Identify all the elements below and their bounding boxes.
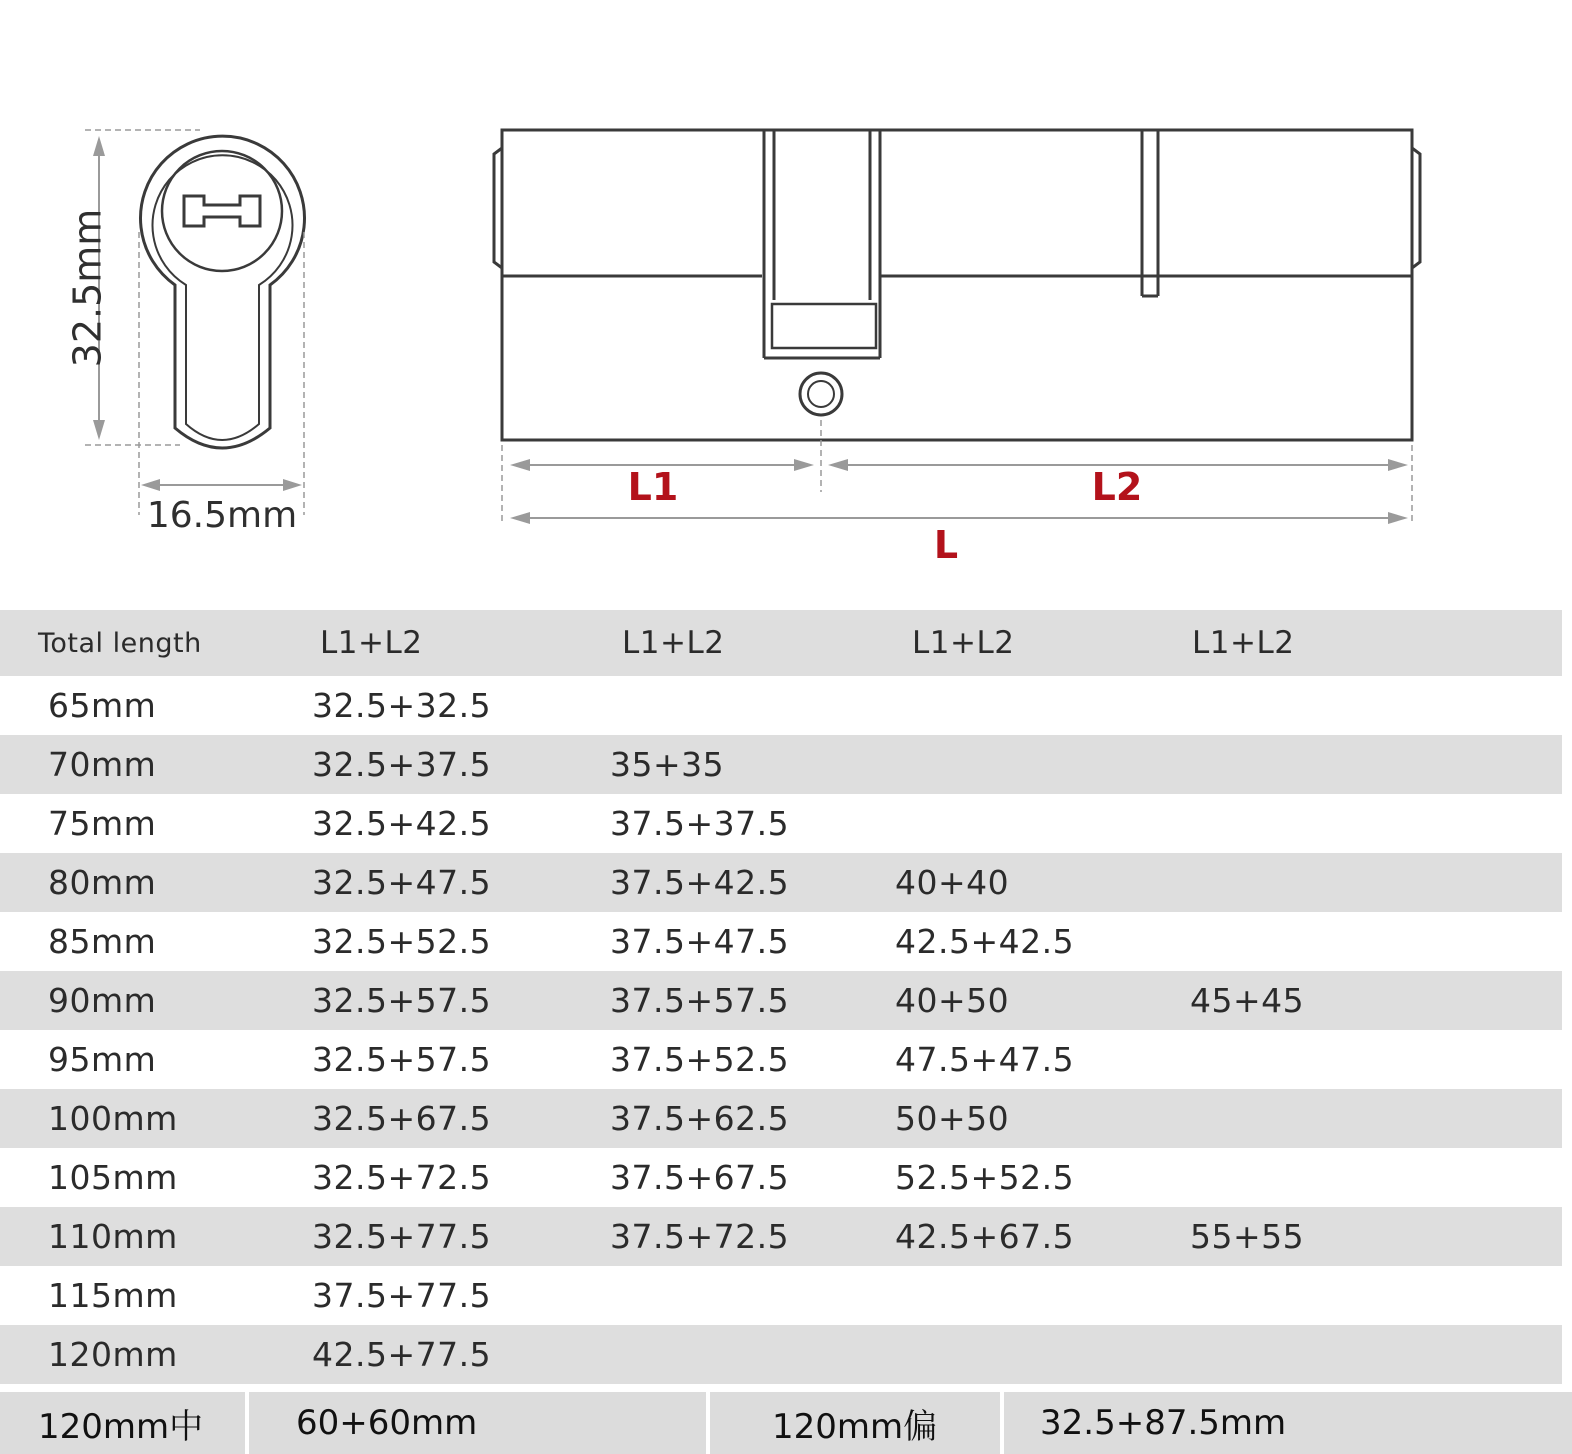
- l1-l2-cell: 35+35: [610, 745, 725, 784]
- table-row: [0, 1148, 1562, 1207]
- cell-divider: [245, 1392, 249, 1454]
- cell-divider: [1000, 1392, 1004, 1454]
- l1-l2-cell: 37.5+47.5: [610, 922, 790, 961]
- profile-outline: [141, 136, 305, 448]
- table-row: [0, 676, 1562, 735]
- header-total-length: Total length: [38, 627, 202, 659]
- total-length-cell: 70mm: [48, 745, 157, 784]
- keyway-icon: [184, 196, 260, 226]
- total-length-cell: 100mm: [48, 1099, 178, 1138]
- l2-label: L2: [1091, 465, 1143, 509]
- total-length-cell: 115mm: [48, 1276, 178, 1315]
- total-length-cell: 90mm: [48, 981, 157, 1020]
- height-dimension-label: 32.5mm: [65, 208, 110, 368]
- l1-l2-cell: 37.5+52.5: [610, 1040, 790, 1079]
- l1-l2-cell: 40+50: [895, 981, 1010, 1020]
- bottom-cell-centered-length: 120mm中: [38, 1406, 204, 1447]
- l1-l2-cell: 37.5+67.5: [610, 1158, 790, 1197]
- table-row: [0, 1266, 1562, 1325]
- fixing-screw-hole-icon: [800, 373, 842, 415]
- l1-l2-cell: 42.5+42.5: [895, 922, 1075, 961]
- width-dimension-label: 16.5mm: [146, 495, 298, 536]
- l1-l2-cell: 32.5+52.5: [312, 922, 492, 961]
- table-header-row: [0, 610, 1562, 676]
- table-row: [0, 912, 1562, 971]
- l1-l2-cell: 37.5+42.5: [610, 863, 790, 902]
- total-length-cell: 85mm: [48, 922, 157, 961]
- table-row: [0, 1325, 1562, 1384]
- header-l1-l2: L1+L2: [320, 625, 423, 661]
- l1-l2-cell: 32.5+57.5: [312, 1040, 492, 1079]
- table-row: [0, 971, 1562, 1030]
- l1-l2-cell: 42.5+67.5: [895, 1217, 1075, 1256]
- cam: [772, 304, 876, 348]
- table-row: [0, 1207, 1562, 1266]
- total-length-cell: 95mm: [48, 1040, 157, 1079]
- length-combination-table: [0, 610, 1562, 1384]
- plug-circle: [162, 151, 282, 271]
- table-row: [0, 1030, 1562, 1089]
- l1-l2-cell: 32.5+42.5: [312, 804, 492, 843]
- l1-l2-cell: 42.5+77.5: [312, 1335, 492, 1374]
- bottom-cell-offset-length: 120mm偏: [772, 1406, 938, 1447]
- table-row: [0, 1089, 1562, 1148]
- l1-l2-cell: 32.5+67.5: [312, 1099, 492, 1138]
- l1-l2-cell: 37.5+62.5: [610, 1099, 790, 1138]
- bottom-cell-centered-split: 60+60mm: [296, 1403, 478, 1443]
- l1-l2-cell: 50+50: [895, 1099, 1010, 1138]
- total-length-cell: 110mm: [48, 1217, 178, 1256]
- total-length-cell: 65mm: [48, 686, 157, 725]
- table-row: [0, 853, 1562, 912]
- table-row: [0, 794, 1562, 853]
- total-length-cell: 75mm: [48, 804, 157, 843]
- l1-l2-cell: 45+45: [1190, 981, 1305, 1020]
- l1-l2-cell: 32.5+72.5: [312, 1158, 492, 1197]
- l1-l2-cell: 37.5+77.5: [312, 1276, 492, 1315]
- l1-label: L1: [627, 465, 679, 509]
- total-length-cell: 105mm: [48, 1158, 178, 1197]
- l1-l2-cell: 40+40: [895, 863, 1010, 902]
- table-body: [0, 676, 1562, 1384]
- side-profile-view: [85, 130, 305, 515]
- total-length-cell: 120mm: [48, 1335, 178, 1374]
- lock-cylinder-diagram: [0, 0, 1572, 600]
- cell-divider: [706, 1392, 710, 1454]
- l-label: L: [933, 523, 959, 567]
- bottom-summary-row: [0, 1392, 1572, 1454]
- l1-l2-cell: 55+55: [1190, 1217, 1305, 1256]
- l1-l2-cell: 32.5+37.5: [312, 745, 492, 784]
- l1-l2-cell: 32.5+47.5: [312, 863, 492, 902]
- l1-l2-cell: 52.5+52.5: [895, 1158, 1075, 1197]
- header-l1-l2: L1+L2: [912, 625, 1015, 661]
- header-l1-l2: L1+L2: [622, 625, 725, 661]
- l1-l2-cell: 37.5+57.5: [610, 981, 790, 1020]
- cylinder-body: [502, 130, 1412, 440]
- l1-l2-cell: 37.5+37.5: [610, 804, 790, 843]
- total-length-cell: 80mm: [48, 863, 157, 902]
- cylinder-front-view: [494, 130, 1420, 440]
- l1-l2-cell: 47.5+47.5: [895, 1040, 1075, 1079]
- bottom-cell-offset-split: 32.5+87.5mm: [1040, 1403, 1287, 1443]
- l1-l2-cell: 37.5+72.5: [610, 1217, 790, 1256]
- l1-l2-cell: 32.5+32.5: [312, 686, 492, 725]
- l1-l2-cell: 32.5+77.5: [312, 1217, 492, 1256]
- table-row: [0, 735, 1562, 794]
- header-l1-l2: L1+L2: [1192, 625, 1295, 661]
- l1-l2-cell: 32.5+57.5: [312, 981, 492, 1020]
